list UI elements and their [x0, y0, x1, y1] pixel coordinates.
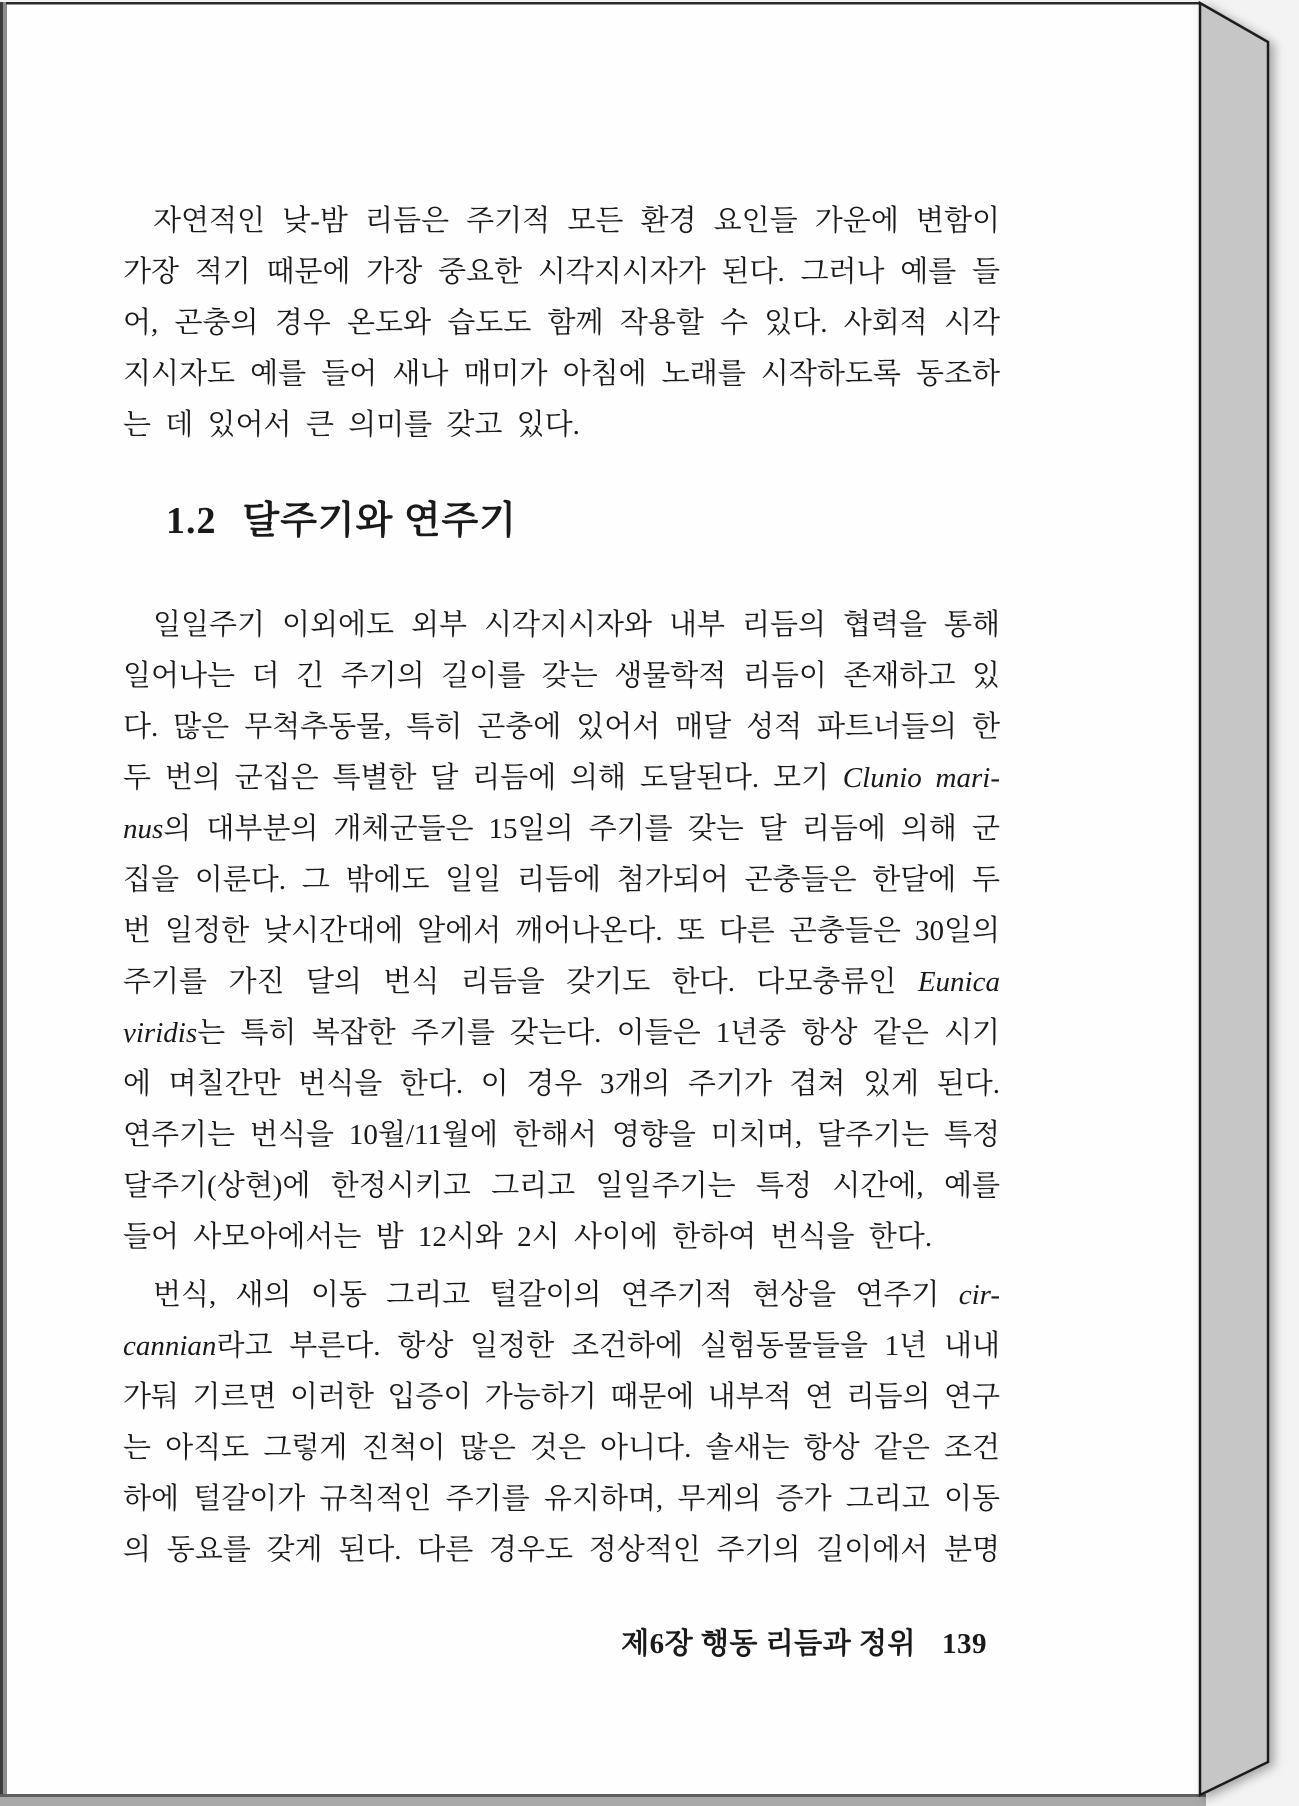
text-line: 집을 이룬다. 그 밖에도 일일 리듬에 첨가되어 곤충들은 한달에 두: [123, 864, 1000, 896]
text-line: 들어 사모아에서는 밤 12시와 2시 사이에 한하여 번식을 한다.: [123, 1221, 933, 1253]
paragraph-circannian: [123, 1270, 1000, 1576]
text-line: 가둬 기르면 이러한 입증이 가능하기 때문에 내부적 연 리듬의 연구: [123, 1381, 1000, 1413]
text-line: 두 번의 군집은 특별한 달 리듬에 의해 도달된다. 모기 Clunio mari-: [123, 762, 1000, 794]
text-line: 는 데 있어서 큰 의미를 갖고 있다.: [123, 409, 580, 441]
chapter-title: 제6장 행동 리듬과 정위: [621, 1628, 916, 1660]
text-line: cannian라고 부른다. 항상 일정한 조건하에 실험동물들을 1년 내내: [123, 1330, 1000, 1362]
paragraph-lunar-rhythms: [123, 600, 1000, 1263]
paragraph-intro: [123, 196, 1000, 451]
text-line: 번식, 새의 이동 그리고 털갈이의 연주기적 현상을 연주기 cir-: [153, 1279, 1000, 1311]
text-line: 다. 많은 무척추동물, 특히 곤충에 있어서 매달 성적 파트너들의 한: [123, 711, 1000, 743]
section-number: 1.2: [166, 500, 217, 542]
text-line: viridis는 특히 복잡한 주기를 갖는다. 이들은 1년중 항상 같은 시기: [123, 1017, 1000, 1049]
text-line: 일어나는 더 긴 주기의 길이를 갖는 생물학적 리듬이 존재하고 있: [123, 660, 1000, 692]
text-line: 하에 털갈이가 규칙적인 주기를 유지하며, 무게의 증가 그리고 이동: [123, 1483, 1000, 1515]
text-line: 는 아직도 그렇게 진척이 많은 것은 아니다. 솔새는 항상 같은 조건: [123, 1432, 1000, 1464]
text-line: 달주기(상현)에 한정시키고 그리고 일일주기는 특정 시간에, 예를: [123, 1170, 1000, 1202]
text-line: 연주기는 번식을 10월/11월에 한해서 영향을 미치며, 달주기는 특정: [123, 1119, 1000, 1151]
text-line: 주기를 가진 달의 번식 리듬을 갖기도 한다. 다모충류인 Eunica: [123, 966, 1000, 998]
text-line: 일일주기 이외에도 외부 시각지시자와 내부 리듬의 협력을 통해: [153, 609, 1000, 641]
text-line: 의 동요를 갖게 된다. 다른 경우도 정상적인 주기의 길이에서 분명: [123, 1534, 1000, 1566]
text-line: 가장 적기 때문에 가장 중요한 시각지시자가 된다. 그러나 예를 들: [123, 256, 1000, 288]
page-footer: [123, 1624, 987, 1664]
text-line: 자연적인 낮-밤 리듬은 주기적 모든 환경 요인들 가운에 변함이: [153, 205, 1000, 237]
section-heading: [166, 497, 517, 545]
text-line: 에 며칠간만 번식을 한다. 이 경우 3개의 주기가 겹쳐 있게 된다.: [123, 1068, 1000, 1100]
text-line: 번 일정한 낮시간대에 알에서 깨어나온다. 또 다른 곤충들은 30일의: [123, 915, 1000, 947]
text-line: 어, 곤충의 경우 온도와 습도도 함께 작용할 수 있다. 사회적 시각: [123, 307, 1000, 339]
page-number: 139: [942, 1628, 987, 1660]
text-line: 지시자도 예를 들어 새나 매미가 아침에 노래를 시작하도록 동조하: [123, 358, 1000, 390]
text-line: nus의 대부분의 개체군들은 15일의 주기를 갖는 달 리듬에 의해 군: [123, 813, 1000, 845]
section-title: 달주기와 연주기: [242, 500, 517, 542]
